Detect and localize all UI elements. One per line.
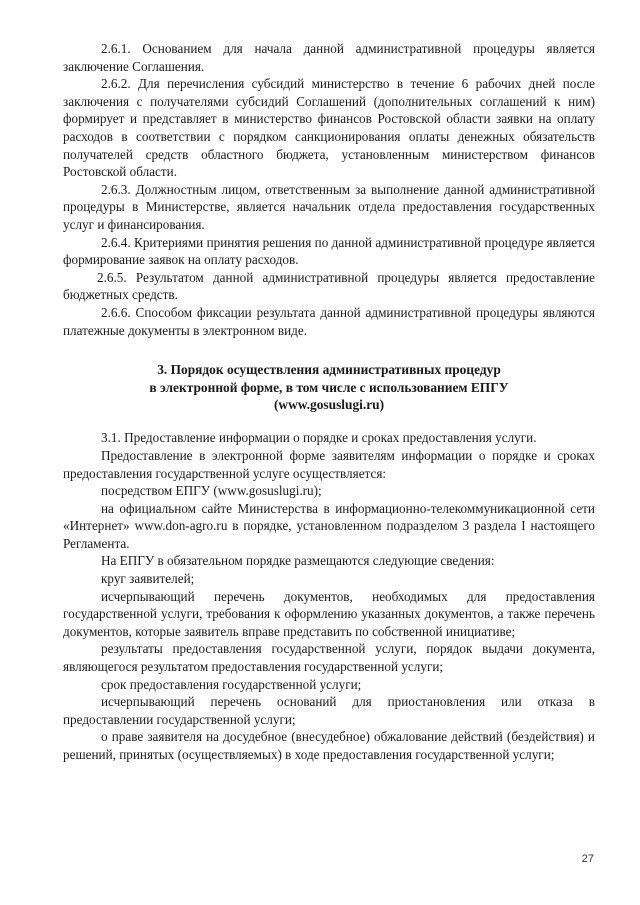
- section-heading-line-1: 3. Порядок осуществления административных процедур: [157, 362, 501, 378]
- paragraph-2-6-4: 2.6.4. Критериями принятия решения по данной административной процедуре является формирование заявок на оплату расходов.: [63, 234, 595, 268]
- page-text-body: [63, 40, 595, 764]
- list-item-epgu: посредством ЕПГУ (www.gosuslugi.ru);: [101, 483, 322, 499]
- paragraph-epgu-info: На ЕПГУ в обязательном порядке размещаются следующие сведения:: [101, 553, 495, 569]
- list-item-documents: исчерпывающий перечень документов, необходимых для предоставления государственной услуги, требования к оформлению указанных документов, а также перечень документов, которые заявитель вправе представить по собственной инициативе;: [63, 588, 595, 639]
- paragraph-2-6-5: 2.6.5. Результатом данной административной процедуры является предоставление бюджетных средств.: [63, 269, 595, 303]
- list-item-results: результаты предоставления государственной услуги, порядок выдачи документа, являющегося результатом предоставления государственной услуги;: [63, 641, 595, 675]
- paragraph-3-1: 3.1. Предоставление информации о порядке и сроках предоставления услуги.: [101, 430, 537, 446]
- paragraph-info-provision: Предоставление в электронной форме заявителям информации о порядке и сроках предоставления государственной услуге осуществляется:: [63, 447, 595, 481]
- paragraph-2-6-3: 2.6.3. Должностным лицом, ответственным за выполнение данной административной процедуры в Министерстве, является начальник отдела предоставления государственных услуг и финансирования.: [63, 181, 595, 232]
- paragraph-2-6-6: 2.6.6. Способом фиксации результата данной административной процедуры являются платежные документы в электронном виде.: [63, 304, 595, 338]
- section-heading-line-2: в электронной форме, в том числе с использованием ЕПГУ: [149, 379, 509, 395]
- page-number: 27: [581, 853, 594, 865]
- section-heading-line-3: (www.gosuslugi.ru): [273, 396, 385, 412]
- paragraph-2-6-2: 2.6.2. Для перечисления субсидий министерство в течение 6 рабочих дней после заключения с получателями субсидий Соглашений (дополнительных соглашений к ним) формирует и представляет в министерство финансов Ростовской области заявки на оплату расходов в соответствии с порядком санкционирования оплаты денежных обязательств получателей средств областного бюджета, установленным министерством финансов Ростовской области.: [63, 76, 595, 180]
- paragraph-2-6-1: 2.6.1. Основанием для начала данной административной процедуры является заключение Соглашения.: [63, 41, 595, 74]
- list-item-appeal-right: о праве заявителя на досудебное (внесудебное) обжалование действий (бездействия) и решений, принятых (осуществляемых) в ходе предоставления государственной услуги;: [63, 729, 595, 762]
- list-item-applicants: круг заявителей;: [101, 571, 195, 587]
- list-item-ministry-site: на официальном сайте Министерства в информационно-телекоммуникационной сети «Интернет» www.don-agro.ru в порядке, установленном подразделом 3 раздела I настоящего Регламента.: [63, 500, 595, 551]
- list-item-term: срок предоставления государственной услуги;: [101, 676, 362, 692]
- list-item-suspension-grounds: исчерпывающий перечень оснований для приостановления или отказа в предоставлении государственной услуги;: [63, 694, 595, 727]
- section-3-heading: [63, 361, 595, 413]
